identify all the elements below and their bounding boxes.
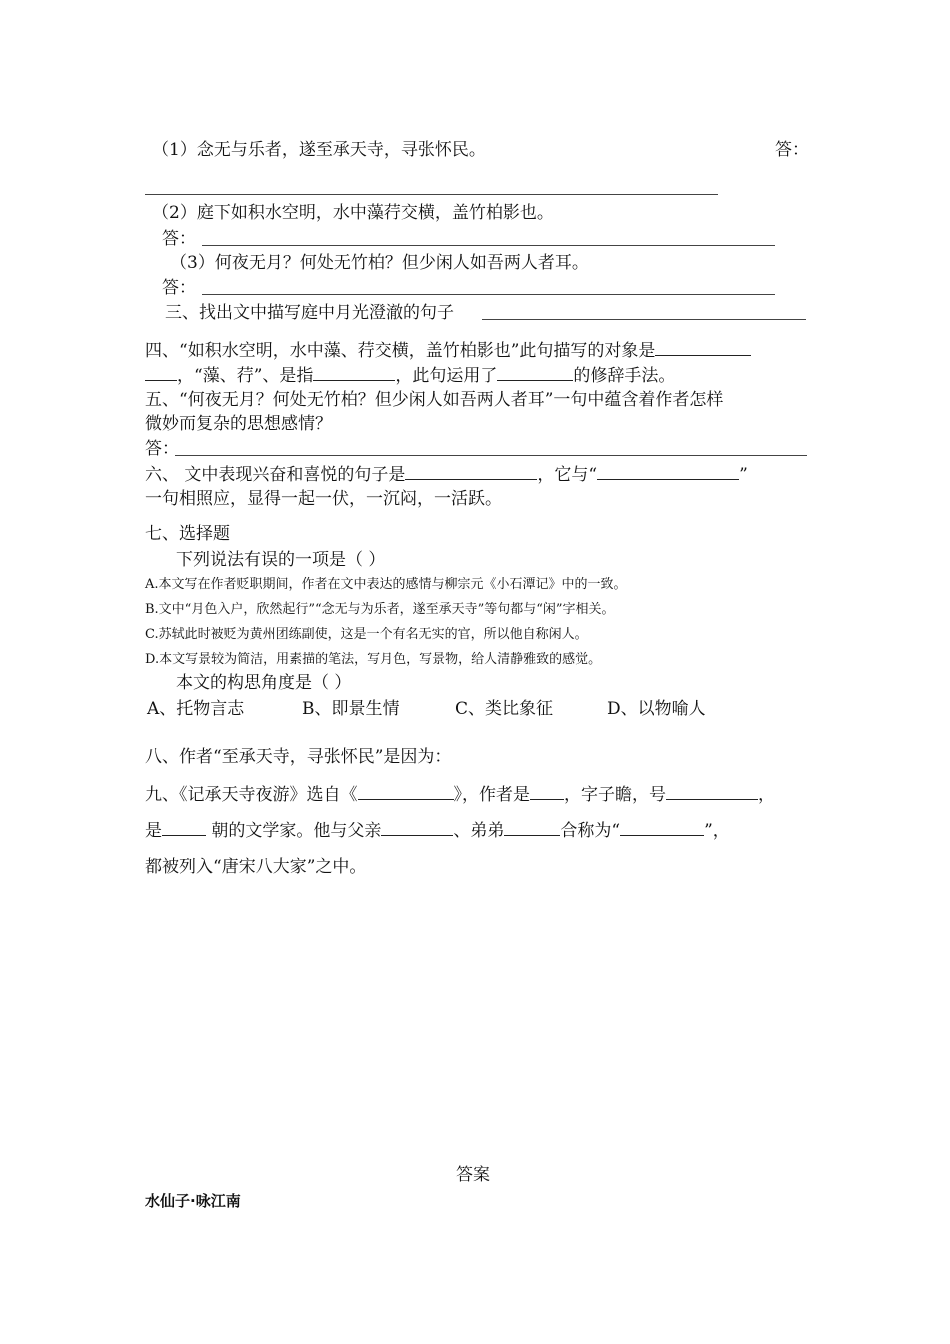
q9-text-3: ，字子瞻，号 <box>564 785 666 805</box>
q9-text-4: ， <box>758 785 775 805</box>
question-7-sub2: 本文的构思角度是（ ） <box>176 673 352 693</box>
q9-blank-brother[interactable] <box>504 819 560 836</box>
q4-text-1: 四、“如积水空明，水中藻、荇交横，盖竹柏影也”此句描写的对象是 <box>145 341 656 361</box>
answers-heading: 答案 <box>456 1165 490 1185</box>
question-9-line3: 都被列入“唐宋八大家”之中。 <box>145 857 367 877</box>
q9-blank-father[interactable] <box>381 819 453 836</box>
translate-item-1: （1）念无与乐者，遂至承天寺，寻张怀民。 <box>152 140 486 160</box>
q4-blank-rhetoric[interactable] <box>497 364 573 381</box>
answer-line-3[interactable] <box>202 294 775 295</box>
translate-item-3: （3）何夜无月？何处无竹柏？但少闲人如吾两人者耳。 <box>170 253 589 273</box>
q9-blank-collective-name[interactable] <box>620 819 704 836</box>
option-d: D.本文写景较为简洁，用素描的笔法，写月色，写景物，给人清静雅致的感觉。 <box>145 652 602 667</box>
answers-subtitle: 水仙子·咏江南 <box>145 1192 241 1210</box>
translate-item-2: （2）庭下如积水空明，水中藻荇交横，盖竹柏影也。 <box>152 203 554 223</box>
q9-blank-collection[interactable] <box>358 783 454 800</box>
answer-label-q5: 答： <box>145 439 179 459</box>
question-5-line2: 微妙而复杂的思想感情？ <box>145 414 332 434</box>
q4-text-4: 的修辞手法。 <box>573 366 676 386</box>
q4-blank-object-cont[interactable] <box>145 364 177 381</box>
question-6-line1 <box>145 463 748 486</box>
question-4-line2 <box>145 364 675 387</box>
answer-label-2: 答： <box>162 229 196 249</box>
answer-line-1[interactable] <box>145 194 718 195</box>
question-3: 三、找出文中描写庭中月光澄澈的句子 <box>165 303 454 323</box>
q4-blank-meaning[interactable] <box>313 364 395 381</box>
question-7-sub1: 下列说法有误的一项是（ ） <box>176 550 386 570</box>
question-6-line2: 一句相照应，显得一起一伏，一沉闷，一活跃。 <box>145 489 502 509</box>
question-9-line1 <box>145 783 775 806</box>
q9-text-8: 合称为“ <box>560 821 621 841</box>
answer-line-q5[interactable] <box>175 455 807 456</box>
answer-line-2[interactable] <box>202 245 775 246</box>
question-7-title: 七、选择题 <box>145 524 230 544</box>
question-8: 八、作者“至承天寺，寻张怀民”是因为： <box>145 747 452 767</box>
answer-line-q3[interactable] <box>482 319 806 320</box>
question-4-line1 <box>145 339 751 362</box>
q9-text-9: ”， <box>704 821 730 841</box>
q9-blank-author[interactable] <box>530 783 564 800</box>
q4-text-3: ，此句运用了 <box>395 366 498 386</box>
q9-text-5: 是 <box>145 821 162 841</box>
q4-text-2: ，“藻、荇”、是指 <box>177 366 314 386</box>
choice-b: B、即景生情 <box>302 699 400 719</box>
q9-blank-dynasty[interactable] <box>162 819 206 836</box>
option-c: C.苏轼此时被贬为黄州团练副使，这是一个有名无实的官，所以他自称闲人。 <box>145 627 588 642</box>
question-9-line2 <box>145 819 730 842</box>
q4-blank-object[interactable] <box>655 339 751 356</box>
question-5-line1: 五、“何夜无月？何处无竹柏？但少闲人如吾两人者耳”一句中蕴含着作者怎样 <box>145 390 724 410</box>
option-a: A.本文写在作者贬职期间，作者在文中表达的感情与柳宗元《小石潭记》中的一致。 <box>145 577 627 592</box>
q6-text-2: ，它与“ <box>537 465 598 485</box>
choice-c: C、类比象征 <box>455 699 554 719</box>
q6-blank-sentence[interactable] <box>405 463 537 480</box>
option-b: B.文中“月色入户，欣然起行”“念无与为乐者，遂至承天寺”等句都与“闲”字相关。 <box>145 602 615 617</box>
choice-d: D、以物喻人 <box>607 699 706 719</box>
q9-text-7: 、弟弟 <box>453 821 505 841</box>
q6-text-3: ” <box>739 465 748 485</box>
q9-blank-alias[interactable] <box>666 783 758 800</box>
q9-text-1: 九、《记承天寺夜游》选自《 <box>145 785 358 805</box>
q6-text-1: 六、 文中表现兴奋和喜悦的句子是 <box>145 465 406 485</box>
answer-label-3: 答： <box>162 278 196 298</box>
answer-label-1: 答： <box>775 140 809 160</box>
q6-blank-echo[interactable] <box>597 463 739 480</box>
choice-a: A、托物言志 <box>147 699 245 719</box>
q9-text-2: 》，作者是 <box>453 785 530 805</box>
q9-text-6: 朝的文学家。他与父亲 <box>206 821 382 841</box>
